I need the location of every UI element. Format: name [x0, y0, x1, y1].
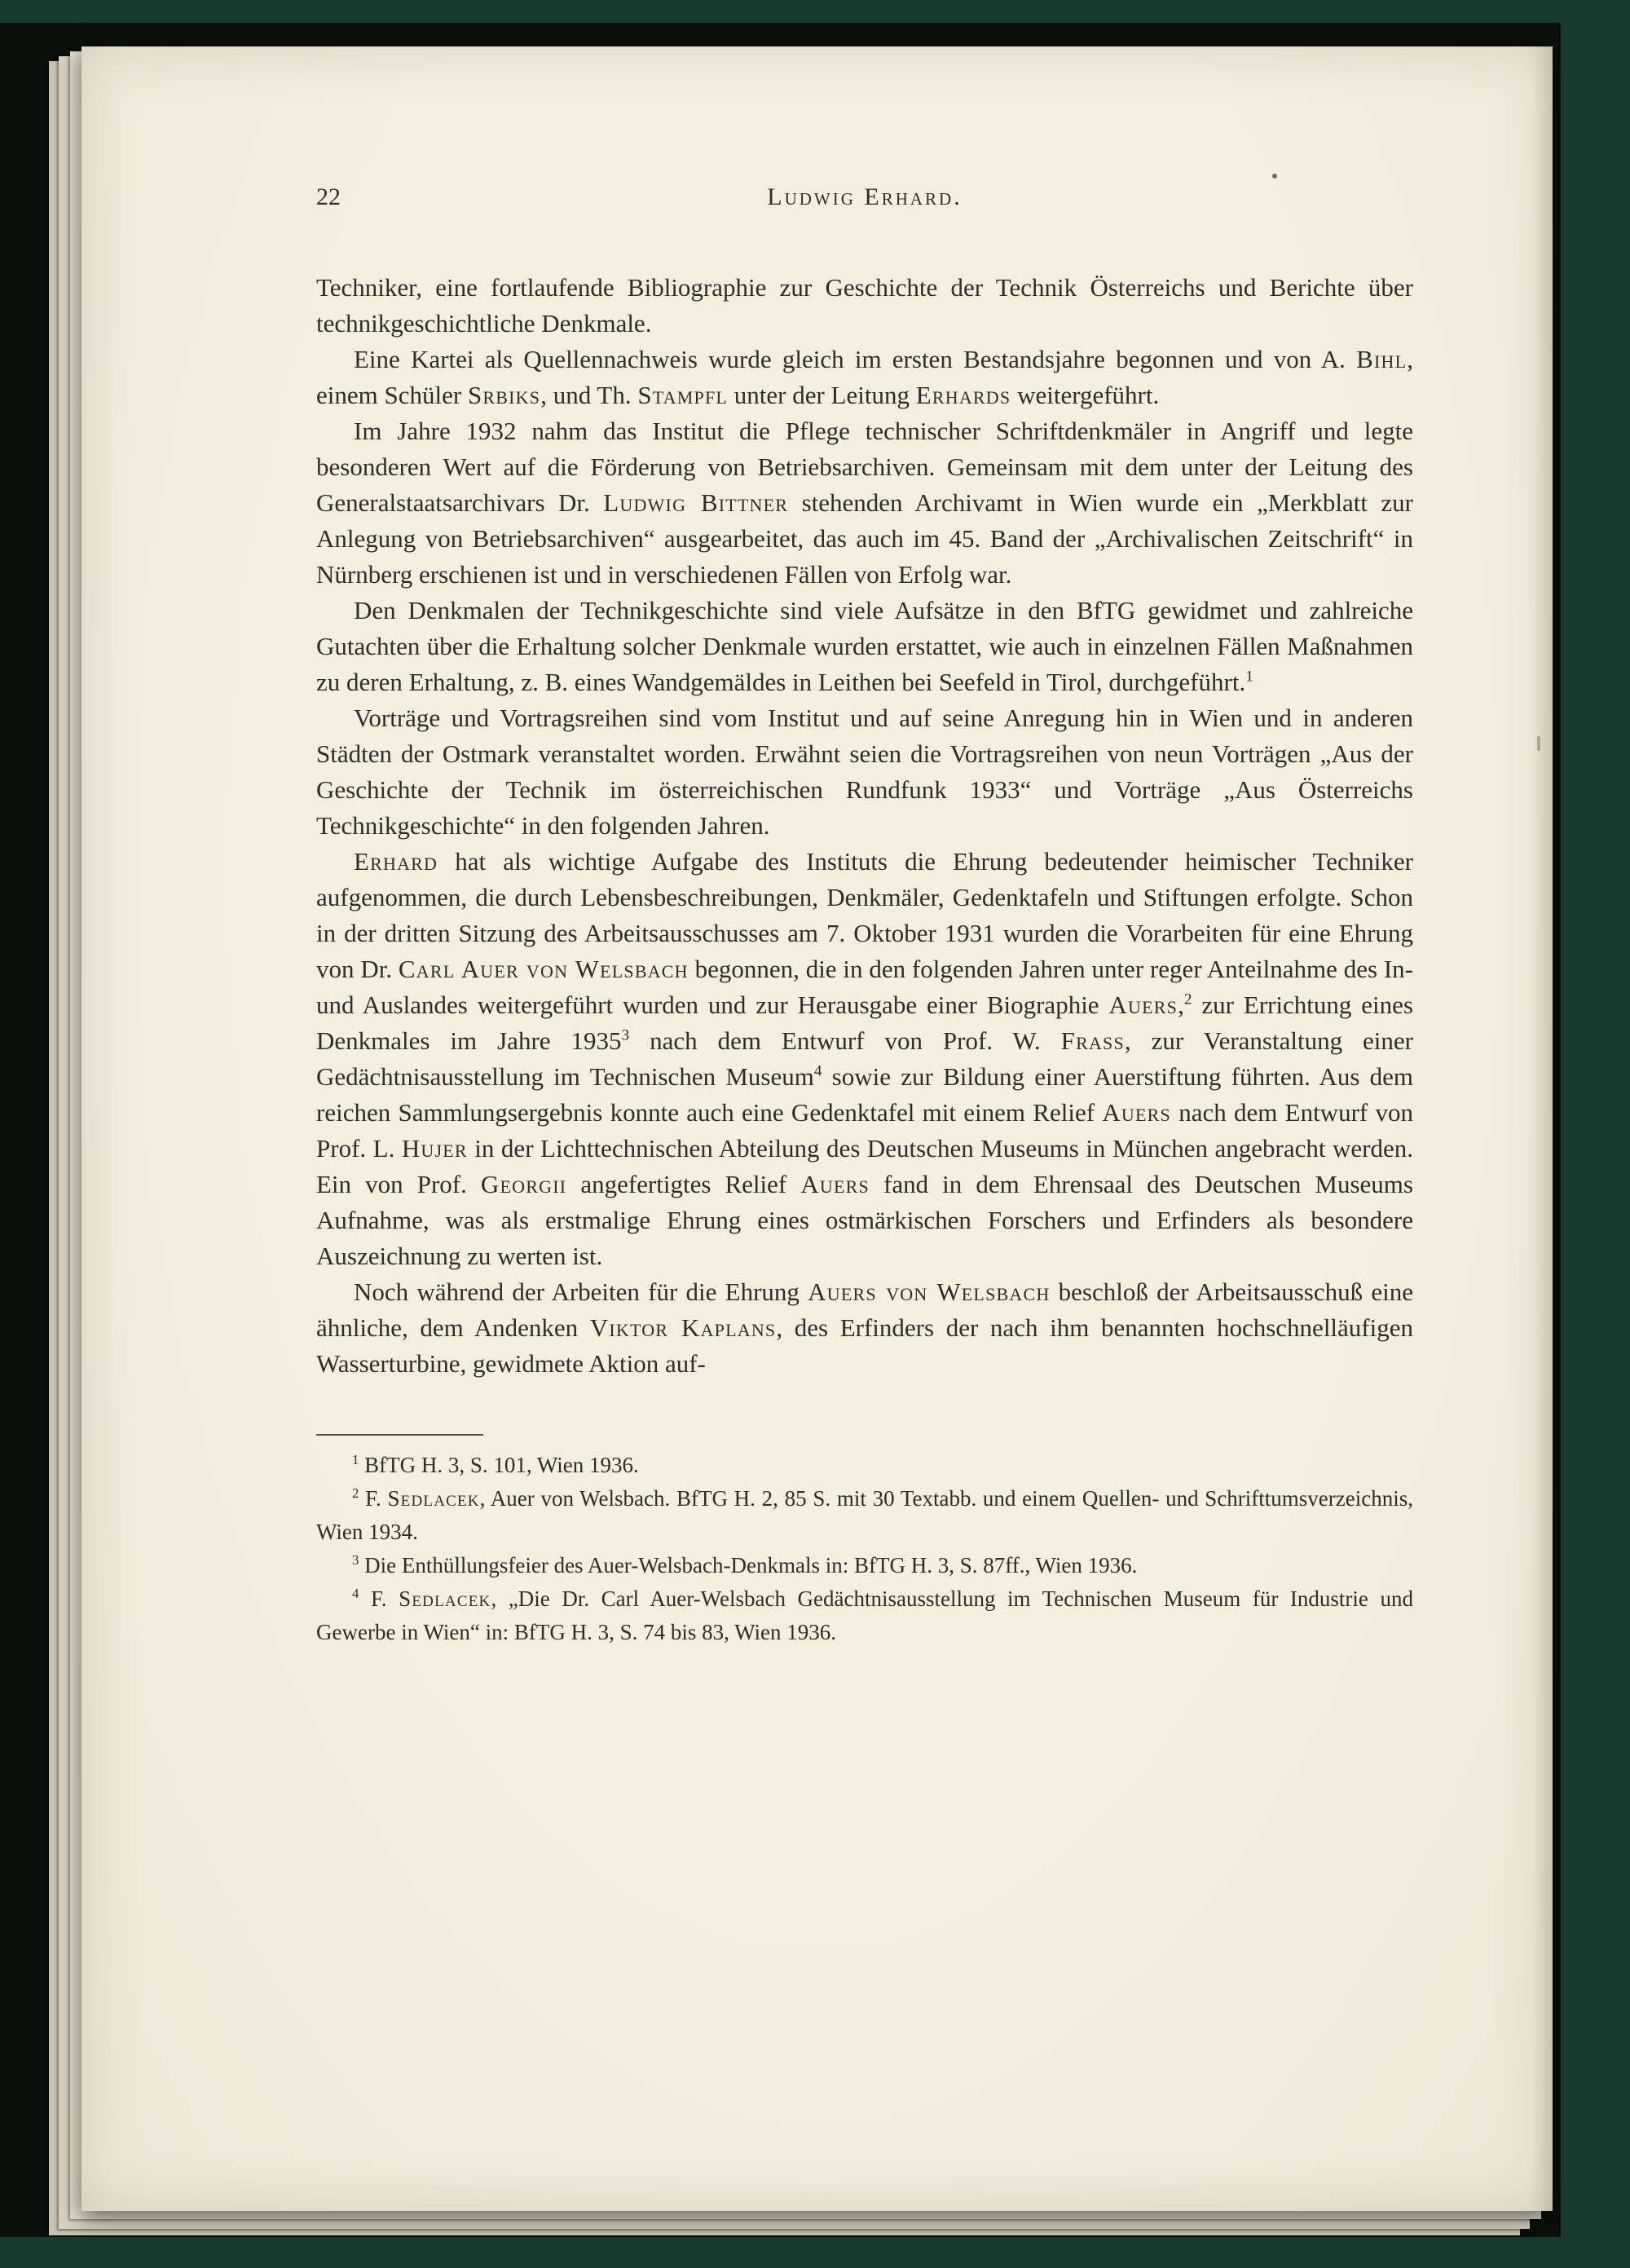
paragraph: Noch während der Arbeiten für die Ehrung Auers von Welsbach beschloß der Arbeitsausschuß eine ähnliche, dem Andenken Viktor Kaplans, des Erfinders der nach ihm benannten hochschnelläufigen Wasserturbine, gewidmete Aktion auf- [316, 1277, 1413, 1378]
running-header: Ludwig Erhard. [767, 183, 963, 210]
footnote: $^1$ BfTG H. 3, S. 101, Wien 1936. [352, 1452, 639, 1477]
footnote: $^3$ Die Enthüllungsfeier des Auer-Welsbach-Denkmals in: BfTG H. 3, S. 87ff., Wien 1936. [352, 1552, 1138, 1577]
page-number: 22 [316, 183, 341, 210]
paragraph: Erhard hat als wichtige Aufgabe des Instituts die Ehrung bedeutender heimischer Techniker aufgenommen, die durch Lebensbeschreibungen, Denkmäler, Gedenktafeln und Stiftungen erfolgte. Schon in der dritten Sitzung des Arbeitsausschusses am 7. Oktober 1931 wurden die Vorarbeiten für eine Ehrung von Dr. Carl Auer von Welsbach begonnen, die in den folgenden Jahren unter reger Anteilnahme des In- und Auslandes weitergeführt wurden und zur Herausgabe einer Biographie Auers,$^2$ zur Errichtung eines Denkmales im Jahre 1935$^3$ nach dem Entwurf von Prof. W. Frass, zur Veranstaltung einer Gedächtnisausstellung im Technischen Museum$^4$ sowie zur Bildung einer Auerstiftung führten. Aus dem reichen Sammlungsergebnis konnte auch eine Gedenktafel mit einem Relief Auers nach dem Entwurf von Prof. L. Hujer in der Lichttechnischen Abteilung des Deutschen Museums in München angebracht werden. Ein von Prof. Georgii angefertigtes Relief Auers fand in dem Ehrensaal des Deutschen Museums Aufnahme, was als erstmalige Ehrung eines ostmärkischen Forschers und Erfinders als besondere Auszeichnung zu werten ist. [316, 847, 1414, 1270]
paragraph: Im Jahre 1932 nahm das Institut die Pflege technischer Schriftdenkmäler in Angriff und legte besonderen Wert auf die Förderung von Betriebsarchiven. Gemeinsam mit dem unter der Leitung des Generalstaatsarchivars Dr. Ludwig Bittner stehenden Archivamt in Wien wurde ein „Merkblatt zur Anlegung von Betriebsarchiven“ ausgearbeitet, das auch im 45. Band der „Archivalischen Zeitschrift“ in Nürnberg erschienen ist und in verschiedenen Fällen von Erfolg war. [316, 417, 1414, 589]
footnote: $^2$ F. Sedlacek, Auer von Welsbach. BfTG H. 2, 85 S. mit 30 Textabb. und einem Quellen- und Schrifttumsverzeichnis, Wien 1934. [316, 1485, 1413, 1544]
scanner-platen-top-bar [0, 0, 1630, 23]
text-column [316, 183, 1413, 1649]
dust-speck [1272, 174, 1277, 179]
footnote-list [316, 1449, 1413, 1649]
page-header [316, 183, 1413, 219]
page-edge-shading [1531, 46, 1553, 2211]
paragraph: Den Denkmalen der Technikgeschichte sind viele Aufsätze in den BfTG gewidmet und zahlreiche Gutachten über die Erhaltung solcher Denkmale wurden erstattet, wie auch in einzelnen Fällen Maßnahmen zu deren Erhaltung, z. B. eines Wandgemäldes in Leithen bei Seefeld in Tirol, durchgeführt.$^1$ [316, 596, 1413, 696]
scanner-platen-bottom-bar [0, 2237, 1630, 2268]
paragraph: Vorträge und Vortragsreihen sind vom Institut und auf seine Anregung hin in Wien und in anderen Städten der Ostmark veranstaltet worden. Erwähnt seien die Vortragsreihen von neun Vorträgen „Aus der Geschichte der Technik im österreichischen Rundfunk 1933“ und Vorträge „Aus Österreichs Technikgeschichte“ in den folgenden Jahren. [316, 704, 1413, 840]
scanner-platen-right-bar [1561, 0, 1630, 2268]
paragraph: Eine Kartei als Quellennachweis wurde gleich im ersten Bestandsjahre begonnen und von A. Bihl, einem Schüler Srbiks, und Th. Stampfl unter der Leitung Erhards weitergeführt. [316, 345, 1413, 409]
book-page [82, 46, 1553, 2211]
body-paragraphs [316, 270, 1413, 1382]
paragraph: Techniker, eine fortlaufende Bibliographie zur Geschichte der Technik Österreichs und Berichte über technikgeschichtliche Denkmale. [316, 273, 1413, 338]
margin-smudge [1537, 736, 1540, 751]
footnote: $^4$ F. Sedlacek, „Die Dr. Carl Auer-Welsbach Gedächtnisausstellung im Technischen Museum für Industrie und Gewerbe in Wien“ in: BfTG H. 3, S. 74 bis 83, Wien 1936. [316, 1586, 1413, 1644]
footnote-rule [316, 1434, 483, 1436]
